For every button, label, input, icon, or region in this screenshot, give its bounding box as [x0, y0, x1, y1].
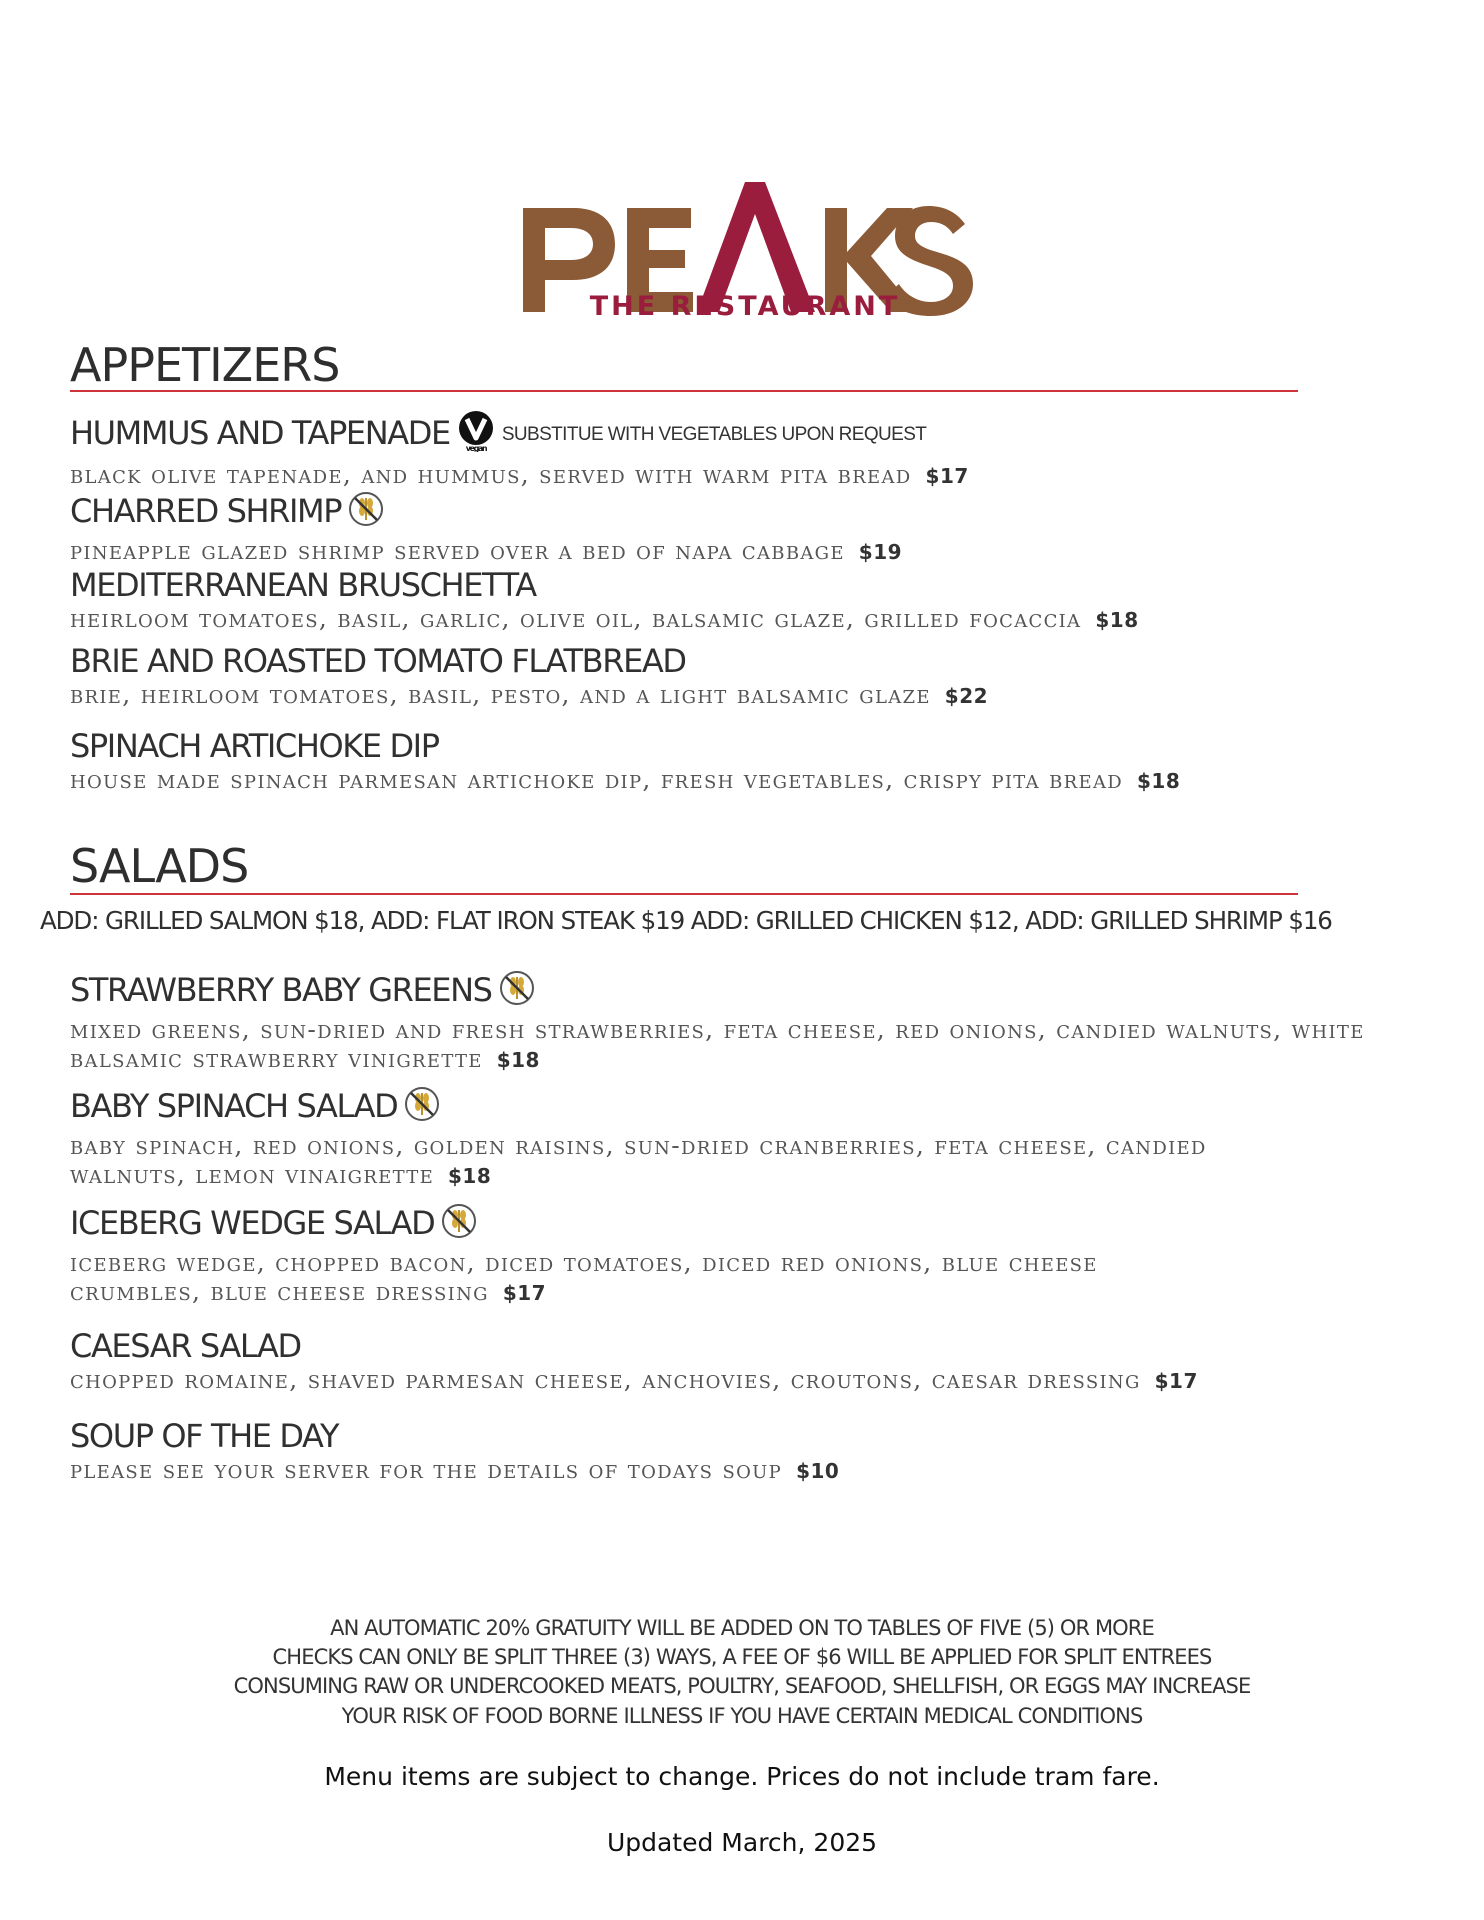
updated-date: Updated March, 2025: [606, 1828, 878, 1857]
disclaimer-line: CHECKS CAN ONLY BE SPLIT THREE (3) WAYS, A FEE OF $6 WILL BE APPLIED FOR SPLIT ENTREES: [272, 1645, 1212, 1669]
item-description: house made spinach parmesan artichoke dip, fresh vegetables, crispy pita bread: [70, 765, 1123, 794]
item-description: pineapple glazed shrimp served over a bed of napa cabbage: [70, 536, 845, 565]
gluten-free-icon: [347, 490, 385, 536]
item-description: black olive tapenade, and hummus, served with warm pita bread: [70, 460, 912, 489]
salads-heading: SALADS: [70, 839, 249, 893]
menu-item: [70, 1202, 1370, 1308]
item-name: STRAWBERRY BABY GREENS: [70, 971, 492, 1009]
disclaimer-line: AN AUTOMATIC 20% GRATUITY WILL BE ADDED ON TO TABLES OF FIVE (5) OR MORE: [330, 1616, 1154, 1640]
disclaimer-line: YOUR RISK OF FOOD BORNE ILLNESS IF YOU HAVE CERTAIN MEDICAL CONDITIONS: [341, 1704, 1143, 1728]
item-name: SPINACH ARTICHOKE DIP: [70, 727, 439, 765]
item-name: CAESAR SALAD: [70, 1327, 301, 1365]
item-price: $22: [944, 684, 989, 708]
item-price: $19: [858, 540, 903, 564]
item-price: $18: [1095, 608, 1139, 632]
item-price: $17: [925, 464, 969, 488]
appetizers-heading: APPETIZERS: [70, 338, 340, 392]
item-description: baby spinach, red onions, golden raisins, sun-dried cranberries, feta cheese, candied walnuts, lemon vinaigrette: [70, 1131, 1207, 1189]
appetizers-divider: [70, 390, 1298, 392]
item-description: heirloom tomatoes, basil, garlic, olive oil, balsamic glaze, grilled focaccia: [70, 604, 1082, 633]
gluten-free-icon: [403, 1085, 441, 1131]
item-description: please see your server for the details of todays soup: [70, 1455, 783, 1484]
menu-item: [70, 490, 1370, 567]
item-name: BABY SPINACH SALAD: [70, 1087, 398, 1125]
vegan-label: vegan: [465, 444, 487, 452]
item-price: $17: [1154, 1369, 1198, 1393]
item-description: brie, heirloom tomatoes, basil, pesto, and a light balsamic glaze: [70, 680, 931, 709]
menu-item: [70, 642, 1370, 711]
menu-item: [70, 969, 1370, 1075]
item-name: SOUP OF THE DAY: [70, 1417, 339, 1455]
item-price: $18: [1137, 769, 1181, 793]
item-description: iceberg wedge, chopped bacon, diced tomatoes, diced red onions, blue cheese crumbles, blue cheese dressing: [70, 1248, 1098, 1306]
menu-item: [70, 727, 1370, 796]
item-name: BRIE AND ROASTED TOMATO FLATBREAD: [70, 642, 686, 680]
item-price: $17: [502, 1281, 547, 1305]
item-price: $18: [448, 1164, 492, 1188]
change-notice: Menu items are subject to change. Prices do not include tram fare.: [324, 1762, 1160, 1791]
item-name: CHARRED SHRIMP: [70, 492, 342, 530]
item-note: SUBSTITUE WITH VEGETABLES UPON REQUEST: [501, 424, 927, 445]
disclaimer-line: CONSUMING RAW OR UNDERCOOKED MEATS, POULTRY, SEAFOOD, SHELLFISH, OR EGGS MAY INCREASE: [233, 1674, 1251, 1698]
item-description: chopped romaine, shaved parmesan cheese, anchovies, croutons, caesar dressing: [70, 1365, 1141, 1394]
item-name: MEDITERRANEAN BRUSCHETTA: [70, 566, 536, 604]
salads-divider: [70, 893, 1298, 895]
vegan-icon: [456, 410, 496, 460]
menu-item: [70, 1085, 1370, 1191]
menu-item: [70, 1327, 1370, 1396]
item-name: ICEBERG WEDGE SALAD: [70, 1204, 435, 1242]
menu-item: [70, 566, 1370, 635]
menu-item: [70, 410, 1370, 491]
gluten-free-icon: [440, 1202, 478, 1248]
gluten-free-icon: [498, 969, 536, 1015]
salad-addons: ADD: GRILLED SALMON $18, ADD: FLAT IRON STEAK $19 ADD: GRILLED CHICKEN $12, ADD: GRILLED SHRIMP $16: [40, 906, 1332, 935]
item-description: mixed greens, sun-dried and fresh strawberries, feta cheese, red onions, candied walnuts, white balsamic strawberry vinigrette: [70, 1015, 1365, 1073]
logo-tagline: THE RESTAURANT: [589, 291, 901, 322]
item-price: $10: [796, 1459, 840, 1483]
item-price: $18: [496, 1048, 540, 1072]
item-name: HUMMUS AND TAPENADE: [70, 414, 450, 452]
menu-item: [70, 1417, 1370, 1486]
